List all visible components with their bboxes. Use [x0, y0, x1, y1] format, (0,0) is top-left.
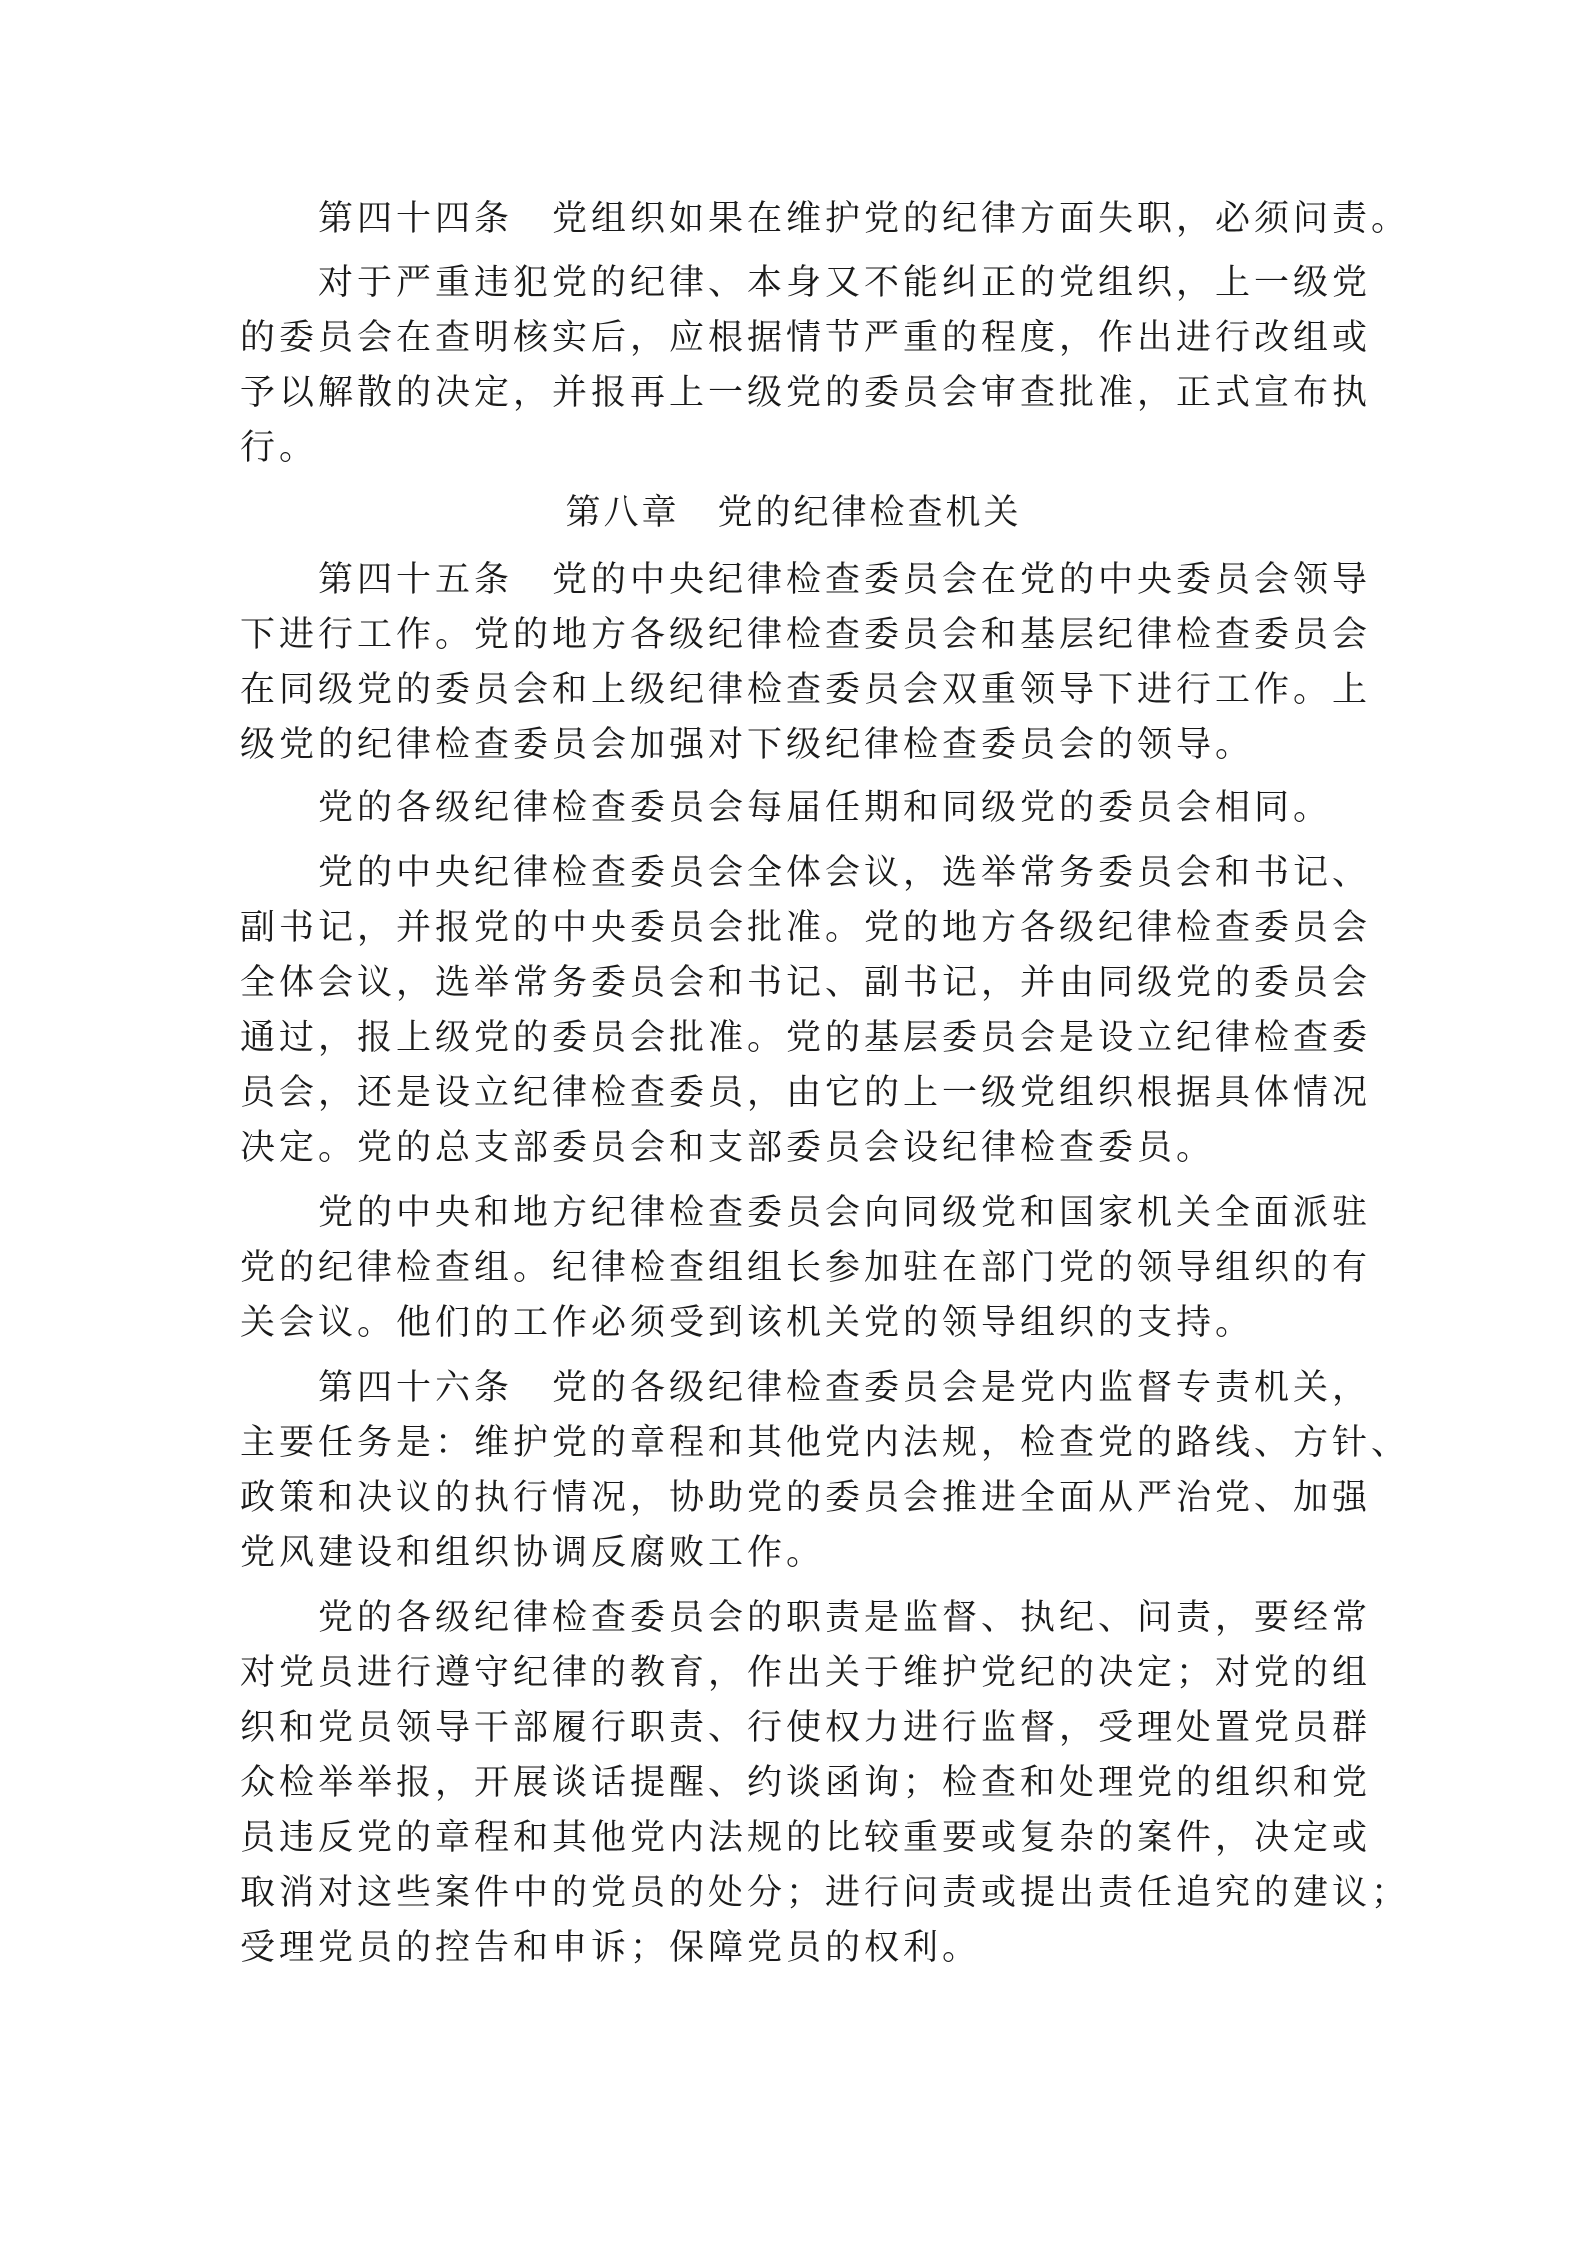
article-45-line-1: 第四十五条 党的中央纪律检查委员会在党的中央委员会领导 [318, 560, 1372, 600]
article-45-line-2: 下进行工作。党的地方各级纪律检查委员会和基层纪律检查委员会 [240, 615, 1372, 655]
article-46-para-2-line-1: 党的各级纪律检查委员会的职责是监督、执纪、问责，要经常 [318, 1598, 1372, 1638]
article-45-para-3-line-1: 党的中央纪律检查委员会全体会议，选举常务委员会和书记、 [318, 853, 1372, 893]
article-44-para-2-line-3: 予以解散的决定，并报再上一级党的委员会审查批准，正式宣布执 [240, 373, 1372, 413]
article-45-para-4-line-3: 关会议。他们的工作必须受到该机关党的领导组织的支持。 [240, 1303, 1255, 1343]
article-46-para-2-line-3: 织和党员领导干部履行职责、行使权力进行监督，受理处置党员群 [240, 1708, 1372, 1748]
article-44-para-2-line-2: 的委员会在查明核实后，应根据情节严重的程度，作出进行改组或 [240, 318, 1372, 358]
article-46-para-2-line-4: 众检举举报，开展谈话提醒、约谈函询；检查和处理党的组织和党 [240, 1763, 1372, 1803]
article-46-para-2-line-6: 取消对这些案件中的党员的处分；进行问责或提出责任追究的建议； [240, 1873, 1411, 1913]
article-45-para-3-line-4: 通过，报上级党的委员会批准。党的基层委员会是设立纪律检查委 [240, 1018, 1372, 1058]
article-46-para-2-line-2: 对党员进行遵守纪律的教育，作出关于维护党纪的决定；对党的组 [240, 1653, 1372, 1693]
article-45-para-4-line-1: 党的中央和地方纪律检查委员会向同级党和国家机关全面派驻 [318, 1193, 1372, 1233]
article-45-para-3-line-3: 全体会议，选举常务委员会和书记、副书记，并由同级党的委员会 [240, 963, 1372, 1003]
article-44-line-1: 第四十四条 党组织如果在维护党的纪律方面失职，必须问责。 [318, 199, 1411, 239]
article-45-para-3-line-2: 副书记，并报党的中央委员会批准。党的地方各级纪律检查委员会 [240, 908, 1372, 948]
article-45-para-2: 党的各级纪律检查委员会每届任期和同级党的委员会相同。 [318, 788, 1333, 828]
article-45-para-3-line-6: 决定。党的总支部委员会和支部委员会设纪律检查委员。 [240, 1128, 1216, 1168]
article-46-line-4: 党风建设和组织协调反腐败工作。 [240, 1533, 826, 1573]
article-45-para-4-line-2: 党的纪律检查组。纪律检查组组长参加驻在部门党的领导组织的有 [240, 1248, 1372, 1288]
article-46-line-3: 政策和决议的执行情况，协助党的委员会推进全面从严治党、加强 [240, 1478, 1372, 1518]
article-45-para-3-line-5: 员会，还是设立纪律检查委员，由它的上一级党组织根据具体情况 [240, 1073, 1372, 1113]
chapter-heading: 第八章 党的纪律检查机关 [565, 493, 1022, 533]
article-45-line-4: 级党的纪律检查委员会加强对下级纪律检查委员会的领导。 [240, 725, 1255, 765]
article-44-para-2-line-1: 对于严重违犯党的纪律、本身又不能纠正的党组织，上一级党 [318, 263, 1372, 303]
article-46-line-2: 主要任务是：维护党的章程和其他党内法规，检查党的路线、方针、 [240, 1423, 1411, 1463]
article-44-para-2-line-4: 行。 [240, 428, 319, 468]
article-46-line-1: 第四十六条 党的各级纪律检查委员会是党内监督专责机关， [318, 1368, 1372, 1408]
article-46-para-2-line-7: 受理党员的控告和申诉；保障党员的权利。 [240, 1928, 982, 1968]
article-46-para-2-line-5: 员违反党的章程和其他党内法规的比较重要或复杂的案件，决定或 [240, 1818, 1372, 1858]
article-45-line-3: 在同级党的委员会和上级纪律检查委员会双重领导下进行工作。上 [240, 670, 1372, 710]
